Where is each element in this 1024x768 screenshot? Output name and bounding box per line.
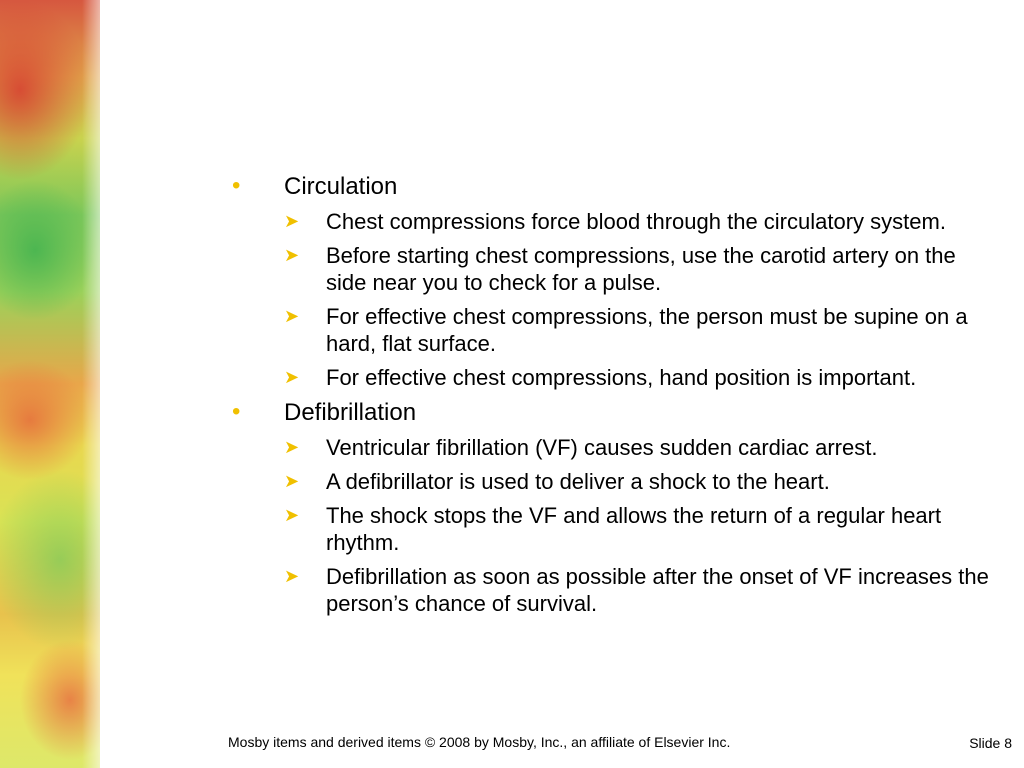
section-heading-text: Circulation xyxy=(284,173,398,200)
list-item xyxy=(232,434,992,461)
arrow-bullet-icon: ➤ xyxy=(284,566,300,586)
slide-body xyxy=(232,172,992,624)
list-item-text: For effective chest compressions, the person must be supine on a hard, flat surface. xyxy=(326,304,968,356)
list-item xyxy=(232,502,992,556)
section-heading-defibrillation xyxy=(232,398,992,428)
arrow-bullet-icon: ➤ xyxy=(284,437,300,457)
section-heading-text: Defibrillation xyxy=(284,399,417,426)
decorative-side-band xyxy=(0,0,100,768)
list-item-text: For effective chest compressions, hand position is important. xyxy=(326,365,917,390)
arrow-bullet-icon: ➤ xyxy=(284,245,300,265)
arrow-bullet-icon: ➤ xyxy=(284,505,300,525)
list-item-text: Chest compressions force blood through the circulatory system. xyxy=(326,209,946,234)
list-item-text: A defibrillator is used to deliver a shock to the heart. xyxy=(326,469,830,494)
section-heading-circulation xyxy=(232,172,992,202)
list-item xyxy=(232,242,992,296)
round-bullet-icon: • xyxy=(232,398,241,425)
list-item xyxy=(232,303,992,357)
arrow-bullet-icon: ➤ xyxy=(284,367,300,387)
list-item-text: Defibrillation as soon as possible after the onset of VF increases the person’s chance of survival. xyxy=(326,564,989,616)
list-item xyxy=(232,468,992,495)
list-item xyxy=(232,364,992,391)
slide-number: Slide 8 xyxy=(969,735,1012,751)
list-item-text: Before starting chest compressions, use the carotid artery on the side near you to check for a pulse. xyxy=(326,243,956,295)
list-item xyxy=(232,208,992,235)
list-item-text: Ventricular fibrillation (VF) causes sudden cardiac arrest. xyxy=(326,435,878,460)
arrow-bullet-icon: ➤ xyxy=(284,306,300,326)
list-item-text: The shock stops the VF and allows the return of a regular heart rhythm. xyxy=(326,503,942,555)
arrow-bullet-icon: ➤ xyxy=(284,471,300,491)
round-bullet-icon: • xyxy=(232,172,241,199)
list-item xyxy=(232,563,992,617)
footer-copyright: Mosby items and derived items © 2008 by Mosby, Inc., an affiliate of Elsevier Inc. xyxy=(228,734,731,750)
arrow-bullet-icon: ➤ xyxy=(284,211,300,231)
